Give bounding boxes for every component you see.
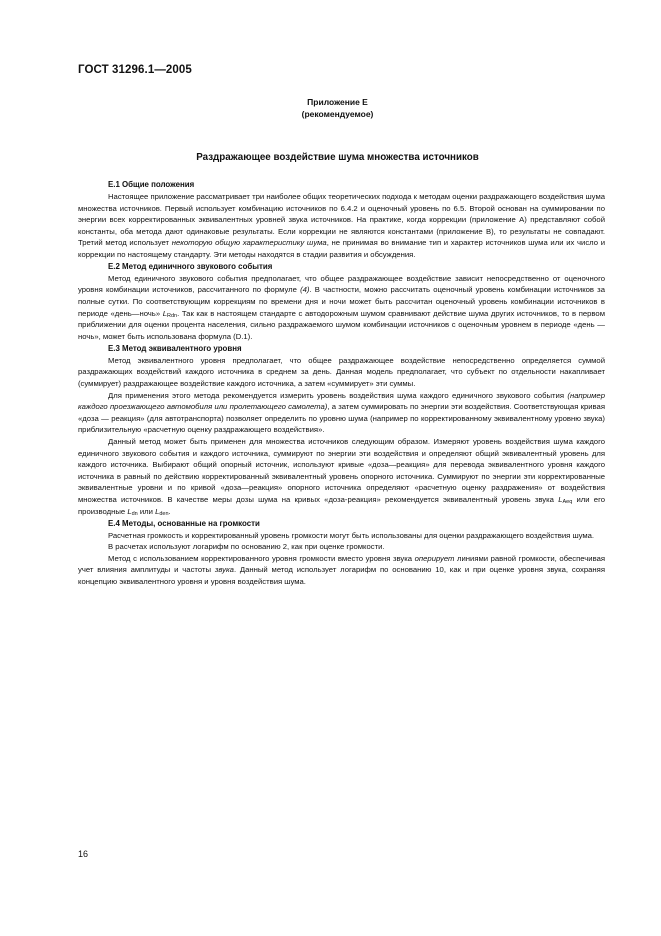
symbol-subscript: Aeq xyxy=(562,498,573,505)
symbol-l: L xyxy=(155,506,160,516)
symbol-subscript: Rdn xyxy=(166,312,178,319)
annex-title: Раздражающее воздействие шума множества источников xyxy=(196,152,479,163)
italic-run: некоторую общую характеристику шума xyxy=(171,238,327,248)
section-heading-e3: Е.3 Метод эквивалентного уровня xyxy=(108,343,242,353)
symbol-l: L xyxy=(127,506,132,516)
text-run: . В частности, можно рассчитать оценочный уровень комбинации источников за полные сутки. По соответствующим коррекциям по времени дня и ночи может быть рассчитан оценочный уровень комбинации источников в периоде «день—ночь» xyxy=(78,285,605,318)
symbol-subscript: dn xyxy=(131,510,138,517)
paragraph-e4-1: Расчетная громкость и корректированный уровень громкости могут быть использованы для оценки раздражающего воздействия шума. xyxy=(108,530,595,540)
text-run: , а затем суммировать по энергии эти воздействия. Соответствующая кривая «доза — реакция» (для автотранспорта) позволяет определить по уровню шума (например по корректированному эквивалентному уровню звука) приблизительную «расчетную оценку раздражающего воздействия». xyxy=(78,402,605,435)
paragraph-e3-3 xyxy=(78,436,605,517)
paragraph-e3-1: Метод эквивалентного уровня предполагает, что общее раздражающее воздействие непосредственно определяется суммой раздражающих воздействий каждого источника в среднем за день. Данная модель предполагает, что субъект по отдельности накапливает (суммирует) раздражающее воздействие каждого источника, а затем «суммирует» эти суммы. xyxy=(78,355,605,389)
section-heading-e1: Е.1 Общие положения xyxy=(108,180,195,189)
italic-run: (например каждого проезжающего автомобиля или пролетающего самолета) xyxy=(78,390,605,412)
text-run: или xyxy=(137,506,156,516)
paragraph-e3-2 xyxy=(78,390,605,436)
annex-block xyxy=(0,96,661,120)
text-run: . Так как в настоящем стандарте с автодорожным шумом сравнивают действие шума других источников, то в первом приближении для оценки процента населения, сильно раздражаемого шумом комбинации источников с оценочным уровнем в периоде «день — ночь», может быть использована формула (D.1). xyxy=(78,308,605,341)
symbol-l: L xyxy=(162,308,167,318)
page-number: 16 xyxy=(78,849,89,859)
section-heading-e2: Е.2 Метод единичного звукового события xyxy=(108,261,273,271)
section-heading-e4: Е.4 Методы, основанные на громкости xyxy=(108,518,260,528)
italic-run: звука xyxy=(214,565,234,575)
symbol-l: L xyxy=(558,494,563,504)
text-run: Для применения этого метода рекомендуется измерить уровень воздействия шума каждого единичного звукового события xyxy=(108,390,568,400)
text-run: Данный метод может быть применен для множества источников следующим образом. Измеряют уровень воздействия шума каждого единичного звукового события и каждого источника, суммируют по энергии эти воздействия и определяют общий эквивалентный уровень для каждого источника. Выбирают общий опорный источник, используют кривые «доза—реакция» для перевода эквивалентного уровня каждого источника в равный по действию корректированный эквивалентный уровень опорного источника. Суммируют по энергии эти корректированные эквивалентные уровни и по кривой «доза—реакция» опорного источника определяют «расчетную оценку раздражения» от воздействия множества источников. В качестве меры дозы шума на кривых «доза-реакция» рекомендуется эквивалентный уровень звука xyxy=(78,437,605,504)
document-id: ГОСТ 31296.1—2005 xyxy=(78,64,192,76)
symbol-subscript: den xyxy=(159,510,169,517)
text-run: . Данный метод использует логарифм по основанию 10, как и при оценке уровня звука, сохраняя концепцию эквивалентного уровня и уровня воздействия шума. xyxy=(78,565,605,586)
text-run: или его производные xyxy=(78,494,605,516)
annex-label: Приложение Е xyxy=(307,97,368,107)
document-body xyxy=(78,179,605,588)
text-run: линиями равной громкости, обеспечивая учет влияния амплитуды и частоты xyxy=(78,553,606,575)
text-run: Метод с использованием корректированного уровня громкости вместо уровня звука xyxy=(108,553,415,563)
paragraph-e2-1 xyxy=(78,273,605,343)
text-run: Метод единичного звукового события предполагает, что общее раздражающее воздействие зависит непосредственно от оценочного уровня комбинации источников, рассчитанного по формуле xyxy=(78,273,605,295)
text-run: . xyxy=(168,506,171,516)
text-run: Настоящее приложение рассматривает три наиболее общих теоретических подхода к методам оценки раздражающего воздействия шума множества источников. Первый использует комбинацию источников по 6.4.2 и оценочный уровень по 6.5. Второй основан на суммировании по энергии всех корректированных эквивалентных уровней звука источников. На практике, когда коррекции (приложение А) представляют собой константы, оба метода дают одинаковые результаты. Если коррекции не являются константами (приложение В), то результаты не совпадают. Третий метод использует xyxy=(78,191,605,248)
formula-ref: (4) xyxy=(300,285,310,295)
italic-run: оперирует xyxy=(414,553,455,563)
paragraph-e4-3 xyxy=(78,553,605,588)
paragraph-e4-2: В расчетах используют логарифм по основанию 2, как при оценке громкости. xyxy=(108,542,385,552)
paragraph-e1-1 xyxy=(78,191,605,261)
text-run: , не принимая во внимание тип и характер источников шума или их число и коррекции по настоящему стандарту. Эти методы находятся в стадии развития и обсуждения. xyxy=(78,238,606,259)
annex-status: (рекомендуемое) xyxy=(301,109,374,119)
